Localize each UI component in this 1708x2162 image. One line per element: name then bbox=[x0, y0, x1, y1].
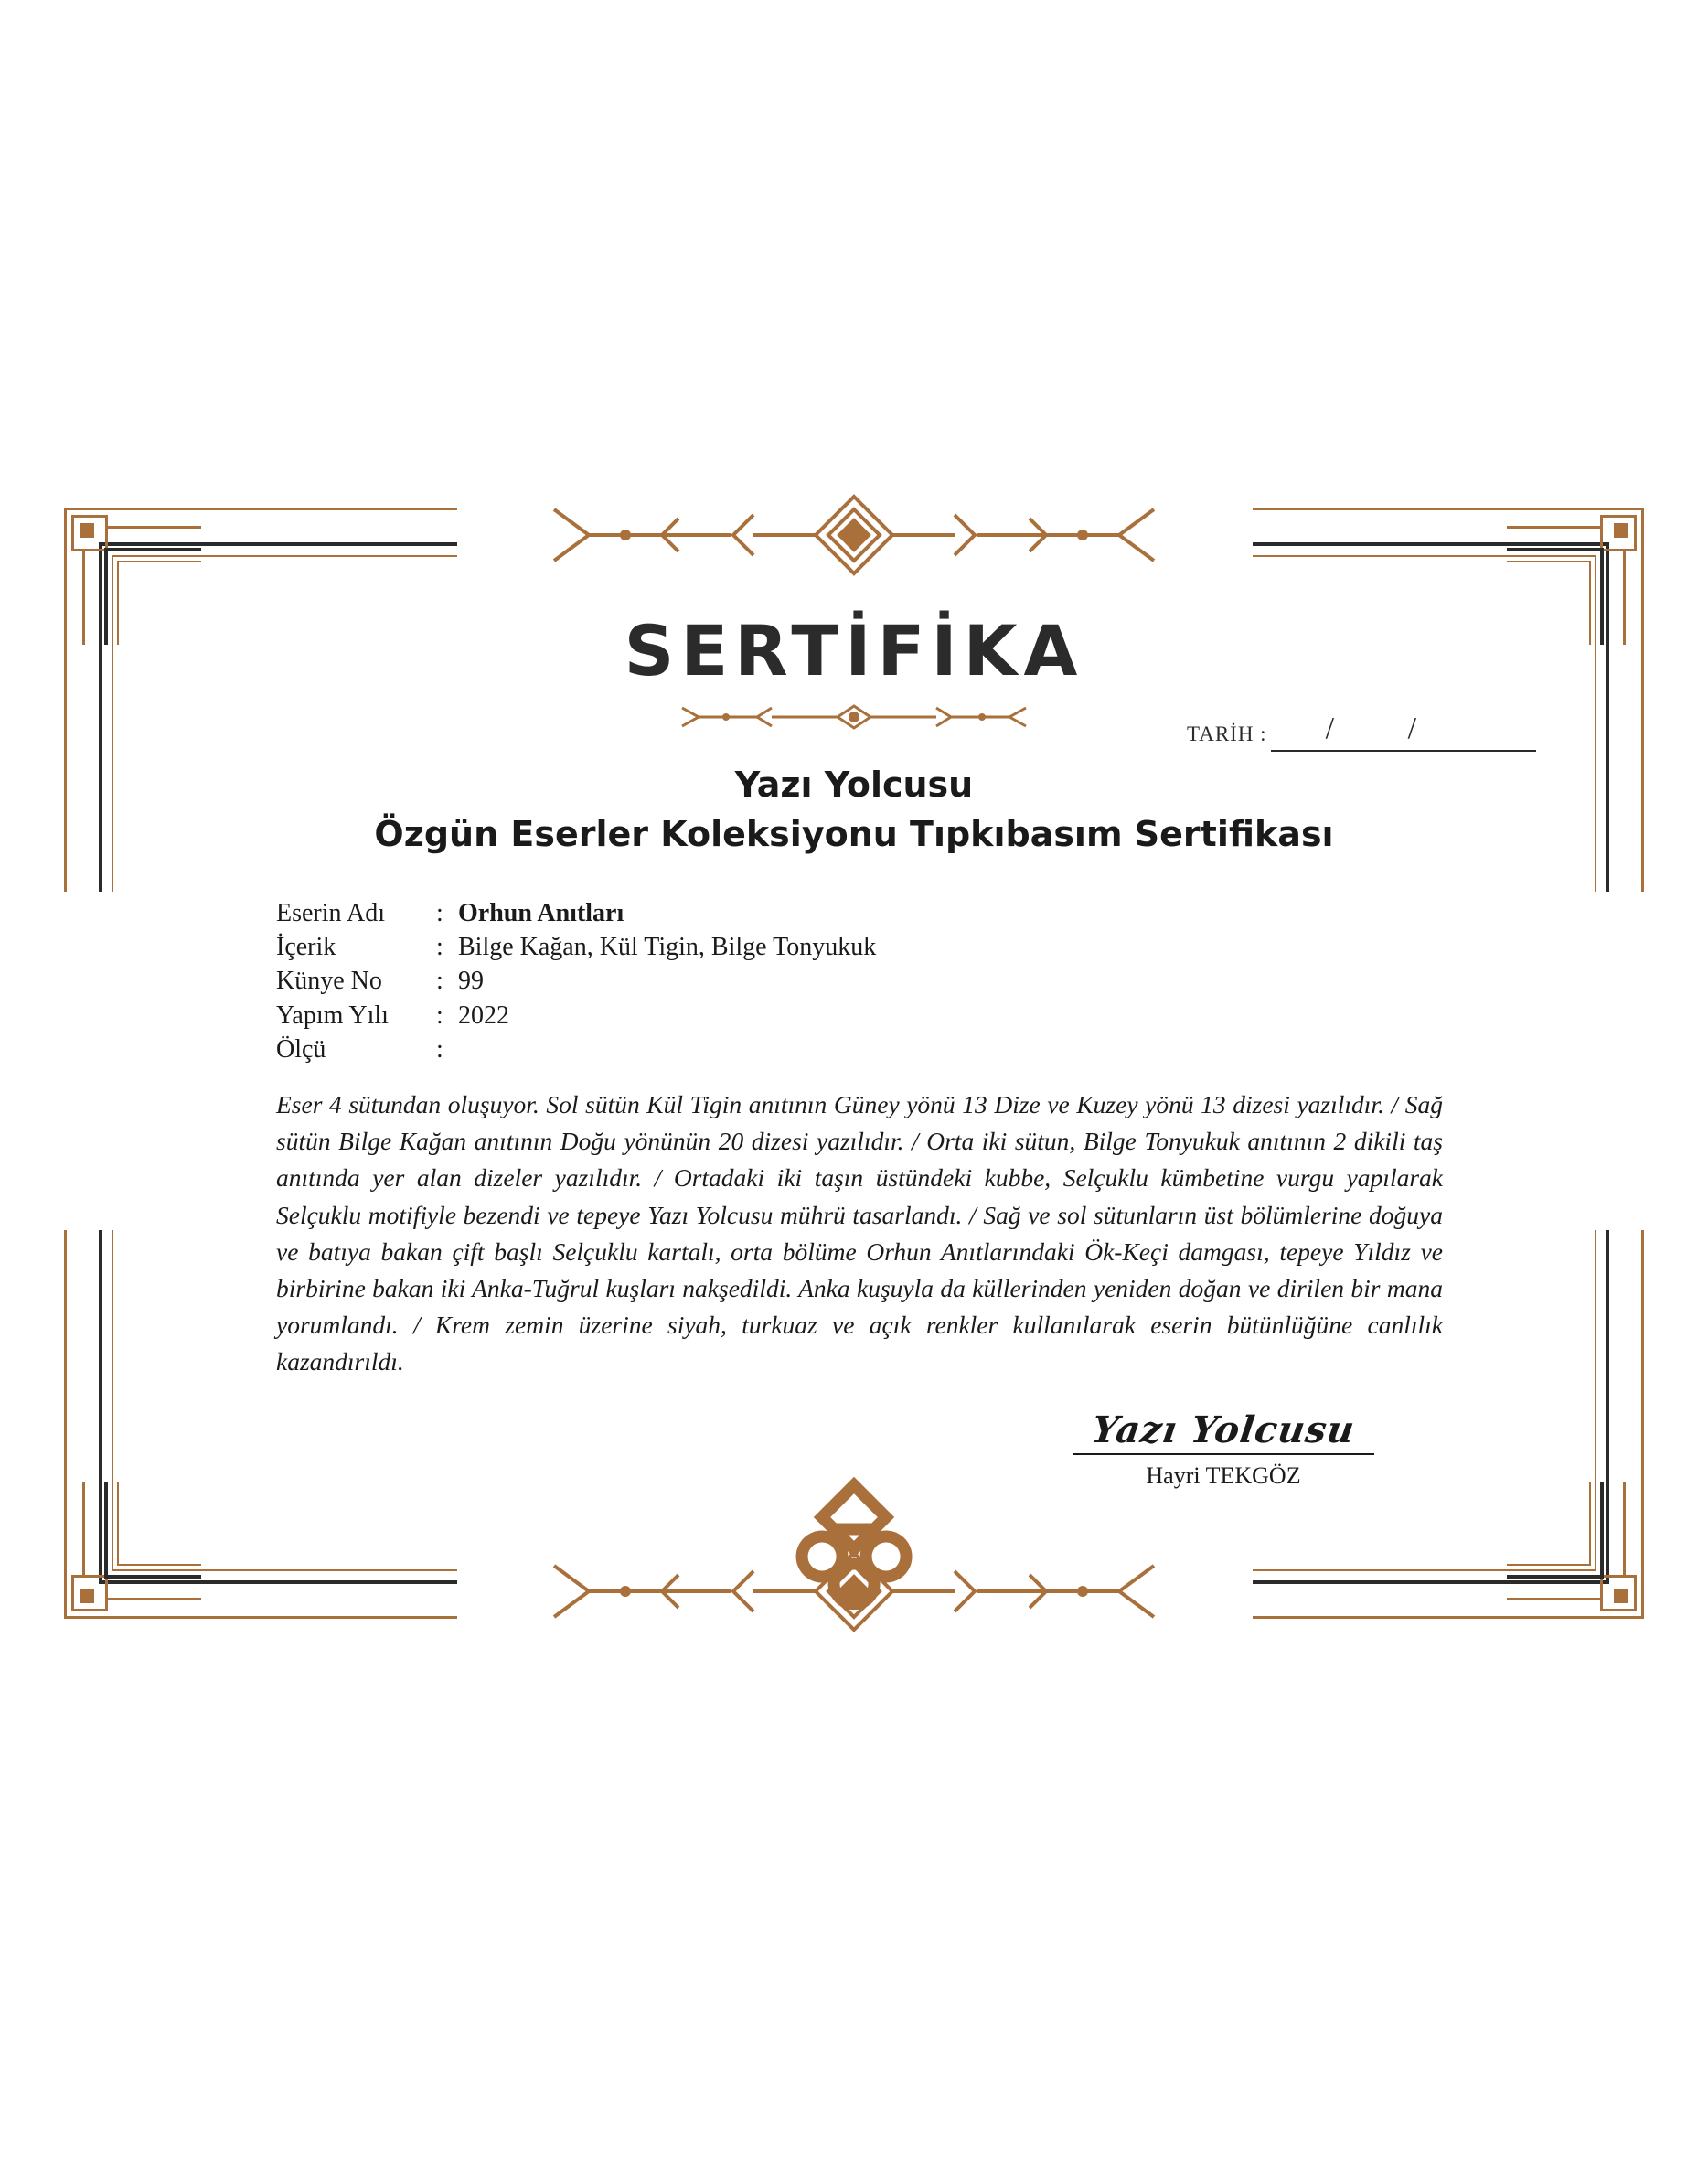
certificate-document bbox=[64, 508, 1644, 1619]
metadata-value: 99 bbox=[458, 967, 484, 996]
metadata-row bbox=[276, 1033, 1543, 1066]
metadata-colon: : bbox=[436, 1001, 443, 1030]
top-band-ornament bbox=[452, 480, 1256, 581]
metadata-colon: : bbox=[436, 899, 443, 927]
signature-script: Yazı Yolcusu bbox=[1089, 1408, 1358, 1451]
metadata-value: Orhun Anıtları bbox=[458, 899, 624, 927]
signature-block bbox=[1022, 1408, 1425, 1490]
frame-gap-left bbox=[55, 892, 137, 1230]
metadata-label: Künye No bbox=[276, 967, 382, 996]
metadata-row bbox=[276, 930, 1543, 964]
title-rule-ornament bbox=[662, 701, 1046, 733]
certificate-content bbox=[165, 594, 1543, 1532]
collection-subtitle: Özgün Eserler Koleksiyonu Tıpkıbasım Sertifikası bbox=[374, 814, 1334, 854]
date-separator-1: / bbox=[1325, 712, 1335, 745]
metadata-value: 2022 bbox=[458, 1001, 509, 1030]
metadata-colon: : bbox=[436, 1034, 443, 1064]
description-text: Eser 4 sütundan oluşuyor. Sol sütün Kül Tigin anıtının Güney yönü 13 Dize ve Kuzey yönü 13 dizesi yazılıdır. / Sağ sütün Bilge Kağan anıtının Doğu yönünün 20 dizesi yazılıdır. / Orta iki sütun, Bilge Tonyukuk anıtının 2 dikili taş anıtında yer alan dizeler yazılıdır. / Ortadaki iki taşın üstündeki kubbe, Selçuklu kümbetine vurgu yapılarak Selçuklu motifiyle bezendi ve tepeye Yazı Yolcusu mührü tasarlandı. / Sağ ve sol sütunların üst bölümlerine doğuya ve batıya bakan çift başlı Selçuklu kartalı, orta bölüme Orhun Anıtlarındaki Ök-Keçi damgası, tepeye Yıldız ve birbirine bakan iki Anka-Tuğrul kuşları nakşedildi. Anka kuşuyla da küllerinden yeniden doğan ve dirilen bir mana yorumlandı. / Krem zemin üzerine siyah, turkuaz ve açık renkler kullanılarak eserin bütünlüğüne canlılık kazandırıldı. bbox=[276, 1090, 1443, 1376]
date-label: TARİH : bbox=[1187, 722, 1267, 745]
metadata-row bbox=[276, 999, 1543, 1033]
date-input-line[interactable] bbox=[1271, 712, 1536, 752]
signature-name: Hayri TEKGÖZ bbox=[1146, 1462, 1301, 1489]
frame-gap-right bbox=[1571, 892, 1653, 1230]
metadata-row bbox=[276, 964, 1543, 998]
metadata-label: Ölçü bbox=[276, 1034, 326, 1064]
signature-rule bbox=[1073, 1453, 1374, 1455]
metadata-value: Bilge Kağan, Kül Tigin, Bilge Tonyukuk bbox=[458, 933, 877, 962]
metadata-row bbox=[276, 896, 1543, 930]
metadata-label: Yapım Yılı bbox=[276, 1001, 389, 1030]
metadata-colon: : bbox=[436, 967, 443, 996]
date-field[interactable] bbox=[1187, 712, 1543, 752]
metadata-label: Eserin Adı bbox=[276, 899, 385, 927]
metadata-label: İçerik bbox=[276, 933, 336, 962]
page-title: SERTİFİKA bbox=[624, 610, 1084, 691]
metadata-list bbox=[276, 896, 1543, 1066]
metadata-colon: : bbox=[436, 933, 443, 962]
date-separator-2: / bbox=[1407, 712, 1417, 745]
brand-subtitle: Yazı Yolcusu bbox=[734, 765, 974, 805]
